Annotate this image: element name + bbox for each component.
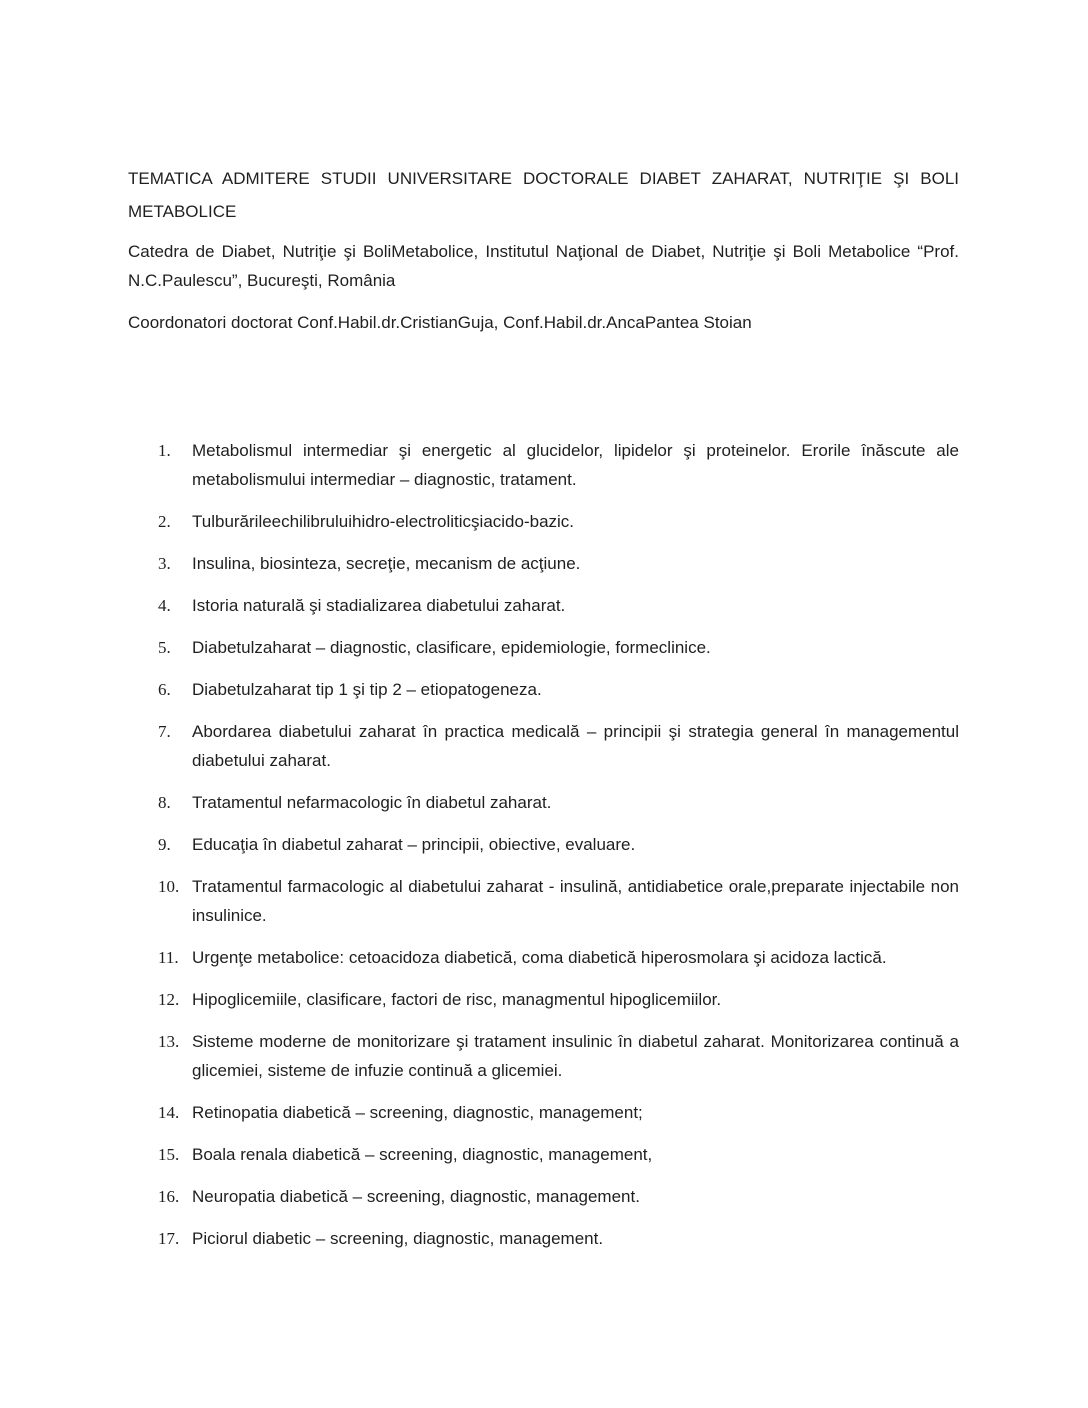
- list-item: [128, 788, 959, 817]
- affiliation-paragraph: Catedra de Diabet, Nutriţie şi BoliMetabolice, Institutul Naţional de Diabet, Nutriţie şi Boli Metabolice “Prof. N.C.Paulescu”, Bucureşti, România: [128, 242, 959, 290]
- list-item-number: 7.: [158, 722, 171, 741]
- document-title: TEMATICA ADMITERE STUDII UNIVERSITARE DOCTORALE DIABET ZAHARAT, NUTRIŢIE ŞI BOLI METABOLICE: [128, 169, 959, 221]
- list-item-text: Sisteme moderne de monitorizare şi tratament insulinic în diabetul zaharat. Monitorizarea continuă a glicemiei, sisteme de infuzie continuă a glicemiei.: [192, 1032, 959, 1080]
- list-item: [128, 1224, 959, 1253]
- list-item: [128, 872, 959, 930]
- list-item: [128, 549, 959, 578]
- list-item-number: 8.: [158, 793, 171, 812]
- list-item-number: 1.: [158, 441, 171, 460]
- list-item-number: 13.: [158, 1032, 180, 1051]
- list-item: [128, 1027, 959, 1085]
- list-item-text: Metabolismul intermediar şi energetic al glucidelor, lipidelor şi proteinelor. Erorile înăscute ale metabolismului intermediar – diagnostic, tratament.: [192, 441, 959, 489]
- coordinators-paragraph: Coordonatori doctorat Conf.Habil.dr.CristianGuja, Conf.Habil.dr.AncaPantea Stoian: [128, 313, 752, 332]
- list-item: [128, 717, 959, 775]
- list-item-text: Istoria naturală şi stadializarea diabetului zaharat.: [192, 596, 566, 615]
- list-item-number: 2.: [158, 512, 171, 531]
- list-item-number: 6.: [158, 680, 171, 699]
- list-item-text: Abordarea diabetului zaharat în practica medicală – principii şi strategia general în managementul diabetului zaharat.: [192, 722, 959, 770]
- list-item: [128, 507, 959, 536]
- topics-list: [128, 436, 959, 1253]
- list-item: [128, 675, 959, 704]
- list-item-text: Diabetulzaharat – diagnostic, clasificare, epidemiologie, formeclinice.: [192, 638, 711, 657]
- list-item-text: Retinopatia diabetică – screening, diagnostic, management;: [192, 1103, 643, 1122]
- list-item-number: 5.: [158, 638, 171, 657]
- list-item-text: Hipoglicemiile, clasificare, factori de risc, managmentul hipoglicemiilor.: [192, 990, 722, 1009]
- list-item: [128, 943, 959, 972]
- list-item-number: 10.: [158, 877, 180, 896]
- list-item-text: Tratamentul nefarmacologic în diabetul zaharat.: [192, 793, 552, 812]
- list-item-number: 17.: [158, 1229, 180, 1248]
- list-item-number: 14.: [158, 1103, 180, 1122]
- list-item-text: Boala renala diabetică – screening, diagnostic, management,: [192, 1145, 653, 1164]
- list-item-number: 4.: [158, 596, 171, 615]
- list-item: [128, 633, 959, 662]
- list-item-text: Insulina, biosinteza, secreţie, mecanism de acţiune.: [192, 554, 581, 573]
- list-item-text: Tratamentul farmacologic al diabetului zaharat - insulină, antidiabetice orale,preparate injectabile non insulinice.: [192, 877, 959, 925]
- list-item-text: Diabetulzaharat tip 1 şi tip 2 – etiopatogeneza.: [192, 680, 542, 699]
- list-item-number: 12.: [158, 990, 180, 1009]
- list-item: [128, 985, 959, 1014]
- list-item-text: Neuropatia diabetică – screening, diagnostic, management.: [192, 1187, 640, 1206]
- list-item: [128, 1140, 959, 1169]
- list-item-number: 3.: [158, 554, 171, 573]
- list-item: [128, 1098, 959, 1127]
- list-item: [128, 1182, 959, 1211]
- list-item-number: 11.: [158, 948, 179, 967]
- list-item-number: 9.: [158, 835, 171, 854]
- list-item-text: Urgenţe metabolice: cetoacidoza diabetică, coma diabetică hiperosmolara şi acidoza lactică.: [192, 948, 887, 967]
- list-item-number: 16.: [158, 1187, 180, 1206]
- list-item-number: 15.: [158, 1145, 180, 1164]
- list-item-text: Piciorul diabetic – screening, diagnostic, management.: [192, 1229, 604, 1248]
- list-item: [128, 436, 959, 494]
- list-item: [128, 591, 959, 620]
- list-item-text: Tulburărileechilibruluihidro-electroliticşiacido-bazic.: [192, 512, 575, 531]
- list-item: [128, 830, 959, 859]
- list-item-text: Educaţia în diabetul zaharat – principii, obiective, evaluare.: [192, 835, 636, 854]
